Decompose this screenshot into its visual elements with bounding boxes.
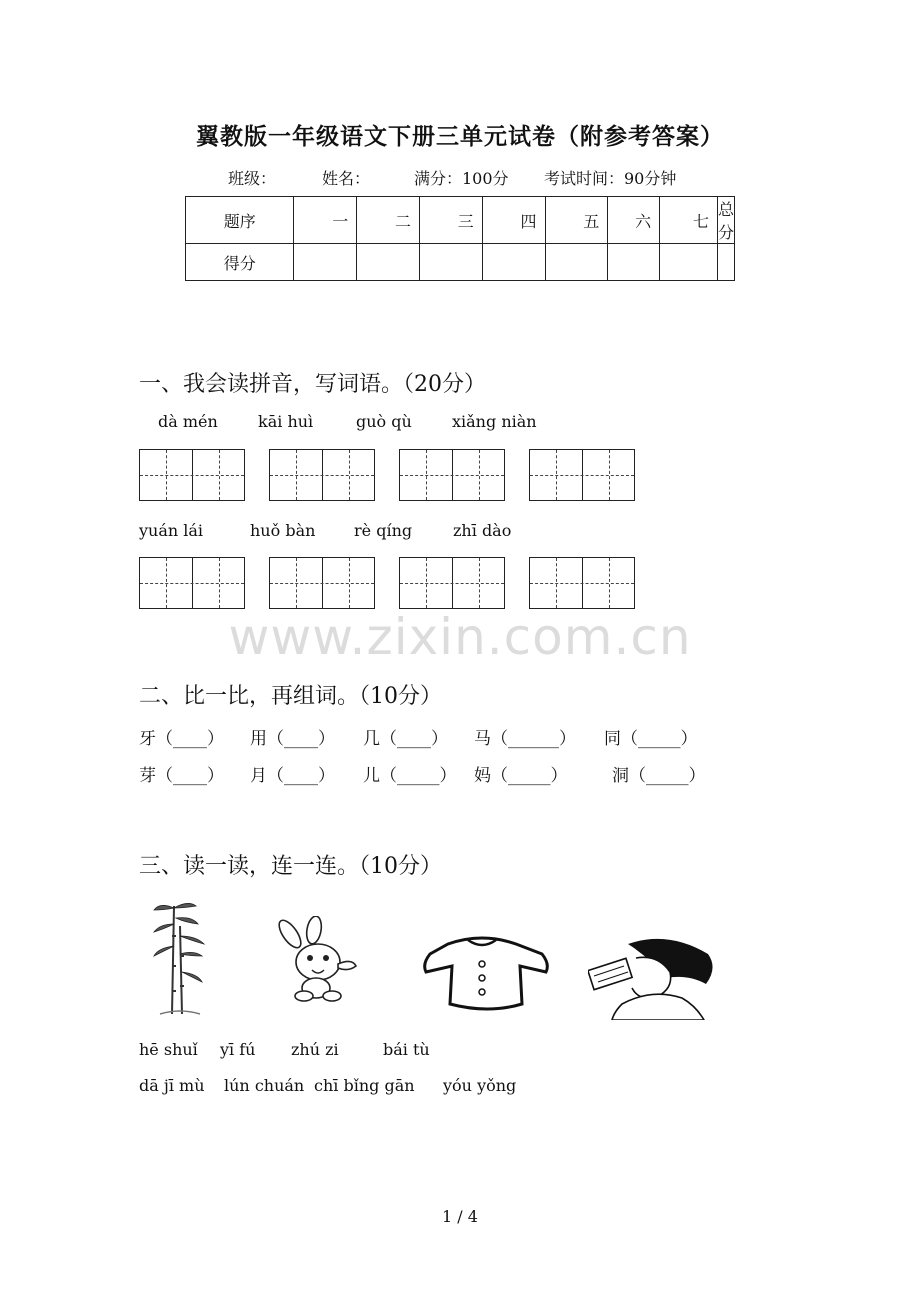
header-cell: 一 [294,197,357,244]
word-item: 同（_____） [604,729,698,749]
word-item: 牙（____） [139,729,224,749]
word-item: 妈（_____） [474,766,568,786]
header-cell: 二 [357,197,420,244]
word-item: 月（____） [250,766,335,786]
writing-grid[interactable] [269,449,375,501]
section2-title: 二、比一比，再组词。（10分） [139,684,442,709]
word-item: 几（____） [363,729,448,749]
rabbit-picture [272,916,364,1004]
page-number: 1 / 4 [442,1207,478,1226]
page-title: 翼教版一年级语文下册三单元试卷（附参考答案） [196,123,724,150]
writing-grid[interactable] [139,557,245,609]
pinyin-label: xiǎng niàn [452,412,537,431]
bamboo-picture [150,896,216,1016]
pinyin-label: bái tù [383,1040,430,1059]
pinyin-label: kāi huì [258,412,314,431]
class-label: 班级： [228,169,277,188]
pinyin-label: yóu yǒng [443,1076,517,1095]
score-cell[interactable] [608,244,660,281]
exam-time: 考试时间：90分钟 [544,169,677,188]
word-item: 马（______） [474,729,576,749]
header-cell: 总分 [717,197,734,244]
score-cell[interactable] [419,244,482,281]
score-table-score-row [186,244,735,281]
clothes-picture [408,930,556,1016]
writing-grid[interactable] [529,449,635,501]
girl-drinking-picture [588,938,720,1020]
word-item: 芽（____） [139,766,224,786]
word-item: 儿（_____） [363,766,457,786]
pinyin-label: dà mén [158,412,218,431]
section3-title: 三、读一读，连一连。（10分） [139,854,442,879]
pinyin-label: lún chuán [224,1076,305,1095]
score-cell[interactable] [717,244,734,281]
pinyin-label: huǒ bàn [250,521,316,540]
pinyin-label: yuán lái [139,521,204,540]
pinyin-label: guò qù [356,412,412,431]
full-score: 满分：100分 [414,169,509,188]
name-label: 姓名： [322,169,371,188]
score-cell[interactable] [482,244,545,281]
writing-grid[interactable] [269,557,375,609]
writing-grid[interactable] [399,557,505,609]
header-cell: 题序 [186,197,294,244]
pinyin-label: yī fú [220,1040,256,1059]
pinyin-label: zhī dào [453,521,512,540]
pinyin-label: rè qíng [354,521,413,540]
pinyin-label: chī bǐng gān [314,1076,415,1095]
writing-grid[interactable] [529,557,635,609]
pinyin-label: hē shuǐ [139,1040,198,1059]
pinyin-label: dā jī mù [139,1076,205,1095]
writing-grid[interactable] [399,449,505,501]
header-cell: 三 [419,197,482,244]
score-cell[interactable] [357,244,420,281]
score-cell[interactable] [545,244,608,281]
score-cell[interactable] [294,244,357,281]
section1-title: 一、我会读拼音，写词语。（20分） [139,372,486,397]
score-cell[interactable] [660,244,718,281]
score-table-header-row [186,197,735,244]
score-table [185,196,735,281]
header-cell: 六 [608,197,660,244]
row-label: 得分 [186,244,294,281]
word-item: 洞（_____） [612,766,706,786]
header-cell: 四 [482,197,545,244]
header-cell: 五 [545,197,608,244]
word-item: 用（____） [250,729,335,749]
watermark: www.zixin.com.cn [228,608,692,666]
writing-grid[interactable] [139,449,245,501]
pinyin-label: zhú zi [291,1040,339,1059]
header-cell: 七 [660,197,718,244]
